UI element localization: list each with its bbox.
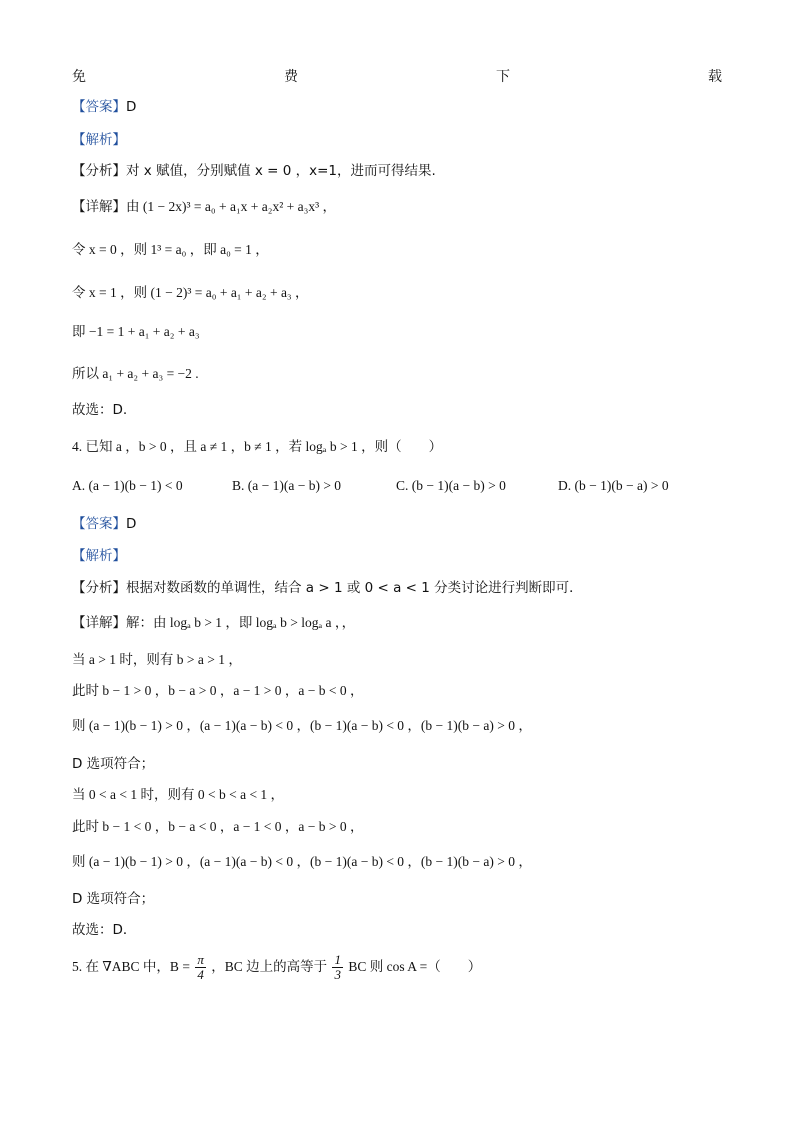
q5-stem-post: BC 则 cos A =（ ） [348,959,482,974]
q3-step-sum: 即 −1 = 1 + a₁ + a₂ + a₃ [72,324,200,339]
q4-choose: 故选：D． [72,922,137,938]
q4-fenxi-line [72,578,583,598]
q4-case2-ok: D 选项符合； [72,891,155,907]
q4-case1-signs: 此时 b − 1 > 0 ，b − a > 0 ，a − 1 > 0 ，a − b < 0 ， [72,683,364,698]
q4-case2: 当 0 < a < 1 时，则有 0 < b < a < 1 ， [72,787,285,802]
q4-case1-eval: 则 (a − 1)(b − 1) > 0 ，(a − 1)(a − b) < 0 ，(b − 1)(a − b) < 0 ，(b − 1)(b − a) > 0 ， [72,718,532,733]
q3-fenxi-line [72,161,436,181]
header-char-3: 下 [496,69,510,85]
answer-tag: 【答案】 [72,99,126,115]
q3-step-result: 所以 a₁ + a₂ + a₃ = −2 . [72,366,199,381]
watermark-header [72,66,722,86]
q5-stem [72,950,481,984]
q4-xiangjie-line [72,613,355,633]
fraction-denominator: 3 [334,967,341,983]
q4-case1: 当 a > 1 时，则有 b > a > 1 ， [72,652,242,667]
fenxi-tag: 【分析】 [72,163,126,179]
q5-stem-pre: 5. 在 ∇ABC 中，B = [72,959,190,974]
answer-tag: 【答案】 [72,516,126,532]
q3-step-x0: 令 x = 0 ，则 1³ = a₀ ，即 a₀ = 1 ， [72,242,269,257]
answer-value: D [126,516,137,532]
fenxi-text: 对 x 赋值，分别赋值 x = 0 ，x=1，进而可得结果. [126,163,436,179]
fraction-one-third [332,953,343,982]
q4-stem: 4. 已知 a ，b > 0 ，且 a ≠ 1 ，b ≠ 1 ，若 logₐ b > 1 ，则（ ） [72,439,443,454]
fenxi-tag: 【分析】 [72,580,126,596]
q4-analysis-tag: 【解析】 [72,548,126,564]
answer-value: D [126,99,137,115]
fraction-numerator: π [197,952,204,968]
expansion-equation: 由 (1 − 2x)³ = a₀ + a₁x + a₂x² + a₃x³ ， [126,199,336,214]
fraction-pi-over-4 [195,953,206,982]
q5-stem-mid: ，BC 边上的高等于 [211,959,328,974]
xiangjie-text: 解：由 logₐ b > 1 ，即 logₐ b > logₐ a ，， [126,615,356,630]
q4-option-d: D. (b − 1)(b − a) > 0 [558,478,669,493]
q3-step-x1: 令 x = 1 ，则 (1 − 2)³ = a₀ + a₁ + a₂ + a₃ ， [72,285,309,300]
q4-case2-signs: 此时 b − 1 < 0 ，b − a < 0 ，a − 1 < 0 ，a − b > 0 ， [72,819,364,834]
xiangjie-tag: 【详解】 [72,199,126,215]
fenxi-text: 根据对数函数的单调性，结合 a > 1 或 0 < a < 1 分类讨论进行判断即可． [126,580,583,596]
header-char-4: 载 [708,69,722,85]
q3-choose: 故选：D. [72,402,128,418]
q3-answer-line [72,97,136,117]
q4-option-b: B. (a − 1)(a − b) > 0 [232,478,342,493]
header-char-1: 免 [72,69,86,85]
q4-option-a: A. (a − 1)(b − 1) < 0 [72,478,183,493]
q3-analysis-tag: 【解析】 [72,132,126,148]
q4-answer-line [72,514,136,534]
fraction-denominator: 4 [197,967,204,983]
header-char-2: 费 [284,69,298,85]
q3-xiangjie-line [72,197,336,217]
fraction-numerator: 1 [334,952,341,968]
q4-case1-ok: D 选项符合； [72,756,155,772]
xiangjie-tag: 【详解】 [72,615,126,631]
q4-case2-eval: 则 (a − 1)(b − 1) > 0 ，(a − 1)(a − b) < 0 ，(b − 1)(a − b) < 0 ，(b − 1)(b − a) > 0 ， [72,854,532,869]
q4-option-c: C. (b − 1)(a − b) > 0 [396,478,506,493]
